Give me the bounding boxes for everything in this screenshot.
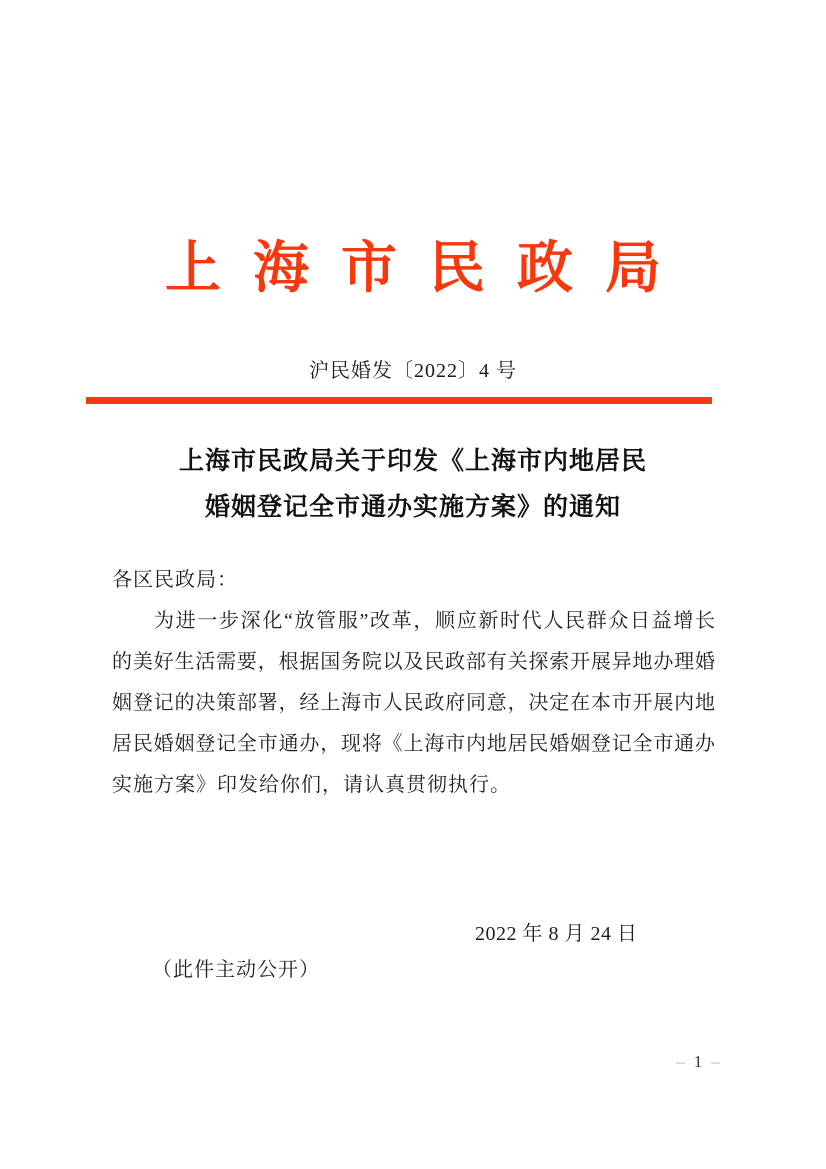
disclosure-note: （此件主动公开） — [152, 959, 320, 981]
salutation: 各区民政局： — [112, 569, 238, 591]
agency-name-header: 上 海 市 民 政 局 — [165, 238, 670, 300]
body-line-3: 姻登记的决策部署，经上海市人民政府同意，决定在本市开展内地 — [112, 692, 715, 714]
page-number: 1 — [693, 1052, 703, 1071]
document-number: 沪民婚发〔2022〕4 号 — [309, 360, 517, 382]
notice-title-line-1: 上海市民政局关于印发《上海市内地居民 — [178, 448, 647, 475]
page-footer — [668, 1052, 728, 1072]
issue-date: 2022 年 8 月 24 日 — [475, 923, 638, 945]
body-line-2: 的美好生活需要，根据国务院以及民政部有关探索开展异地办理婚 — [112, 651, 715, 673]
footer-dash-right: – — [711, 1052, 720, 1071]
notice-body — [112, 560, 715, 806]
notice-title-line-2: 婚姻登记全市通办实施方案》的通知 — [204, 494, 621, 521]
footer-dash-left: – — [676, 1052, 685, 1071]
red-divider-rule — [86, 397, 712, 404]
body-line-4: 居民婚姻登记全市通办，现将《上海市内地居民婚姻登记全市通办 — [112, 733, 715, 755]
notice-title — [0, 439, 826, 531]
body-line-1: 为进一步深化“放管服”改革，顺应新时代人民群众日益增长 — [154, 610, 715, 632]
body-line-5: 实施方案》印发给你们，请认真贯彻执行。 — [112, 774, 511, 796]
